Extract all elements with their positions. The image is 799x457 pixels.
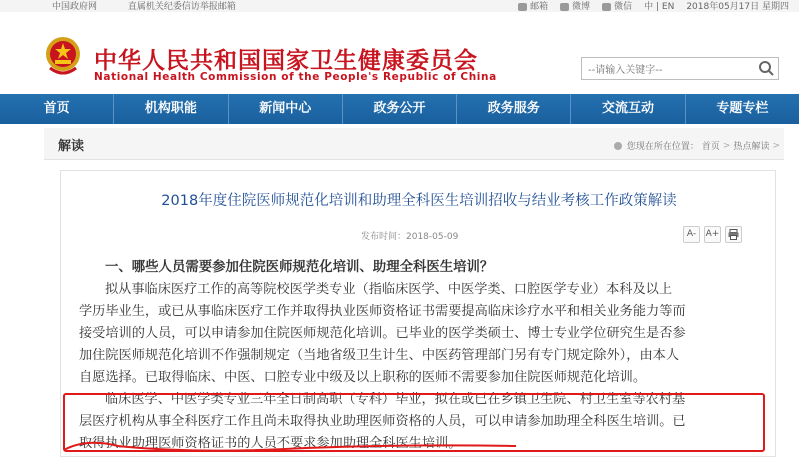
breadcrumb-home[interactable]: 首页	[701, 142, 720, 152]
site-title[interactable]: 中华人民共和国国家卫生健康委员会	[94, 47, 478, 74]
publish-date: 发布时间：2018-05-09	[361, 232, 459, 242]
weibo-icon	[560, 3, 569, 11]
mail-icon	[518, 3, 527, 11]
national-emblem-icon	[44, 34, 82, 76]
article-line: 学历毕业生，或已从事临床医疗工作并取得执业医师资格证书需要提高临床诊疗水平和相关业务能力等而	[79, 304, 686, 319]
article-line: 自愿选择。已取得临床、中医、口腔专业中级及以上职称的医师不需要参加住院医师规范化培训。	[79, 370, 647, 385]
nav-home[interactable]: 首页	[0, 94, 114, 124]
mail-label: 邮箱	[530, 2, 549, 12]
location-icon	[614, 142, 622, 150]
nav-news[interactable]: 新闻中心	[229, 94, 343, 124]
breadcrumb-prefix: 您现在所在位置：	[626, 142, 699, 152]
wechat-icon	[602, 3, 611, 11]
section-title: 解读	[58, 139, 85, 154]
article-tools	[683, 226, 742, 243]
breadcrumb	[614, 139, 780, 152]
nav-organization[interactable]: 机构职能	[114, 94, 228, 124]
article-title: 2018年度住院医师规范化培训和助理全科医生培训招收与结业考核工作政策解读	[161, 193, 677, 209]
breadcrumb-separator-icon: >	[772, 140, 780, 151]
article-line: 加住院医师规范化培训不作强制规定（当地省级卫生计生、中医药管理部门另有专门规定除外），由本人	[79, 348, 680, 363]
main-nav	[0, 94, 799, 124]
font-increase-button[interactable]: A+	[704, 226, 721, 243]
nav-government-affairs[interactable]: 政务公开	[343, 94, 457, 124]
font-decrease-button[interactable]: A-	[683, 226, 700, 243]
article-line: 临床医学、中医学类专业三年全日制高职（专科）毕业，拟在或已在乡镇卫生院、村卫生室等农村基	[105, 392, 686, 407]
top-links	[52, 0, 264, 12]
wechat-label: 微信	[614, 2, 633, 12]
nav-services[interactable]: 政务服务	[457, 94, 571, 124]
site-header	[0, 12, 799, 94]
article-line: 取得执业助理医师资格证书的人员不要求参加助理全科医生培训。	[79, 436, 462, 451]
search-box	[581, 57, 779, 80]
weibo-link[interactable]	[560, 0, 590, 12]
section-header	[44, 128, 784, 160]
weibo-label: 微博	[572, 2, 591, 12]
language-switch[interactable]: 中 | EN	[644, 2, 675, 12]
print-icon	[728, 229, 739, 240]
annotation-underline	[56, 436, 526, 457]
article-line: 拟从事临床医疗工作的高等院校医学类专业（指临床医学、中医学类、口腔医学专业）本科及以上	[105, 282, 673, 297]
article-heading: 一、哪些人员需要参加住院医师规范化培训、助理全科医生培训？	[105, 260, 494, 275]
search-input[interactable]	[582, 60, 752, 81]
article-line: 接受培训的人员，可以申请参加住院医师规范化培训。已毕业的医学类硕士、博士专业学位研究生是否参	[79, 326, 686, 341]
nav-interaction[interactable]: 交流互动	[571, 94, 685, 124]
site-title-english: National Health Commission of the People's Republic of China	[94, 71, 497, 83]
current-date: 2018年05月17日 星期四	[686, 2, 789, 12]
gov-portal-link[interactable]: 中国政府网	[52, 2, 98, 12]
top-utility-bar	[0, 0, 799, 12]
wechat-link[interactable]	[602, 0, 632, 12]
nav-topics[interactable]: 专题专栏	[716, 101, 769, 116]
article-line: 层医疗机构从事全科医疗工作且尚未取得执业助理医师资格的人员，可以申请参加助理全科医生培训。已	[79, 414, 686, 429]
mail-link[interactable]	[518, 0, 548, 12]
breadcrumb-separator-icon: >	[722, 140, 731, 151]
print-button[interactable]	[725, 226, 742, 243]
top-tools	[518, 0, 789, 12]
report-mailbox-link[interactable]: 直属机关纪委信访举报邮箱	[127, 2, 236, 12]
search-icon[interactable]	[758, 60, 775, 77]
breadcrumb-hot-topics[interactable]: 热点解读	[733, 142, 770, 152]
